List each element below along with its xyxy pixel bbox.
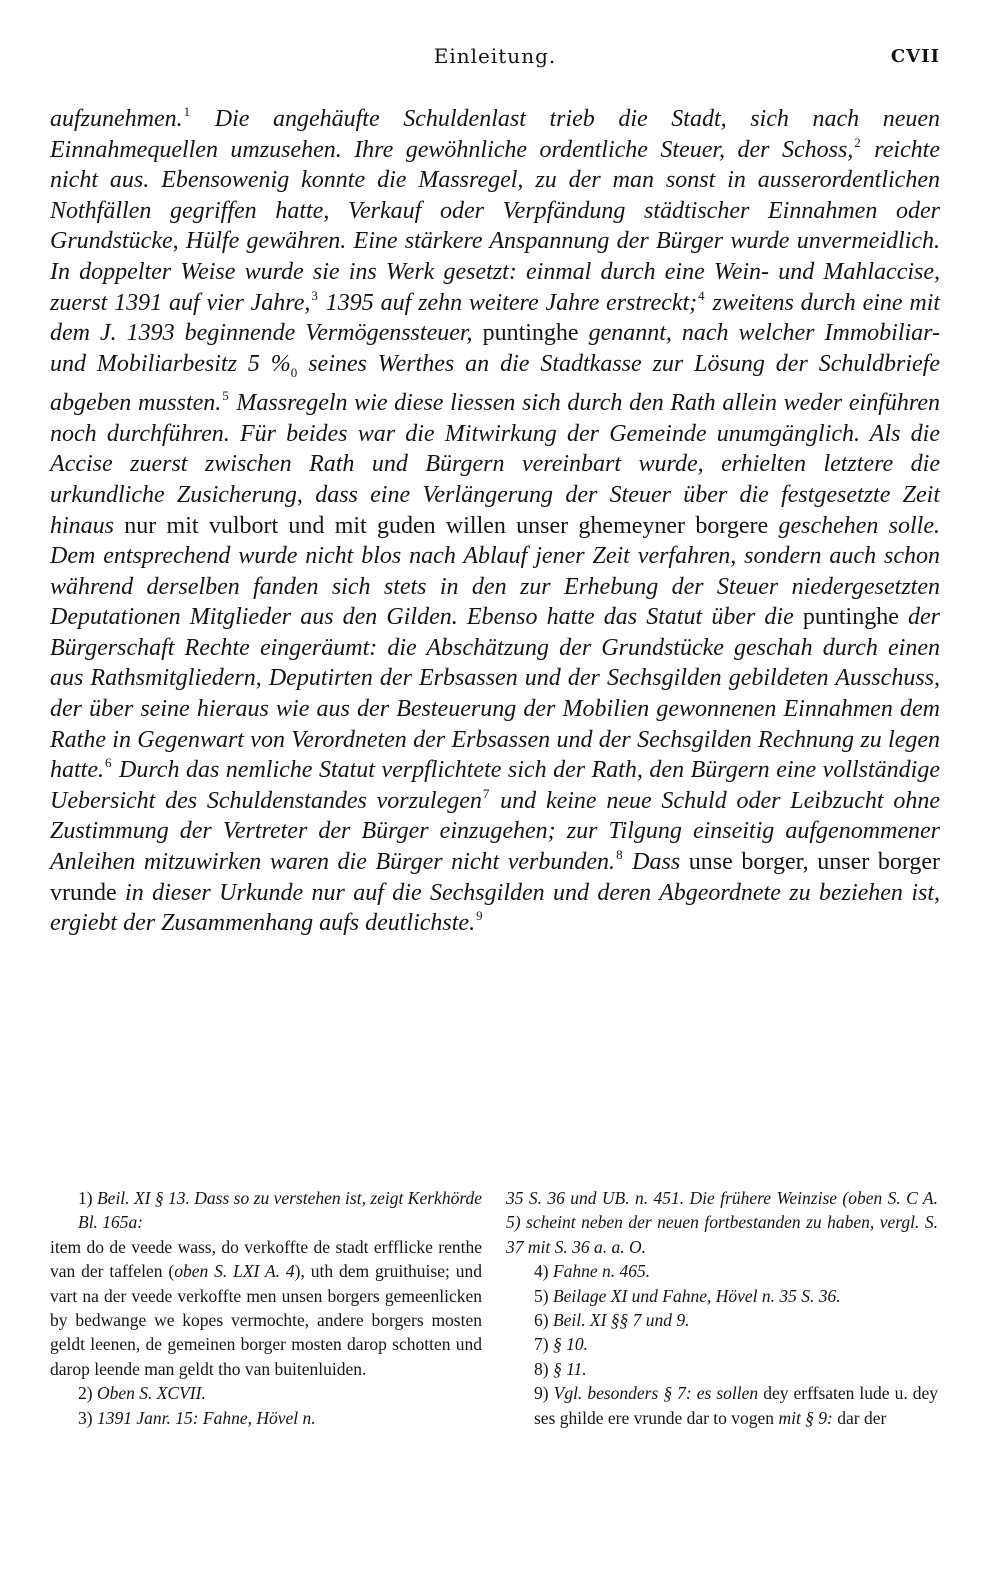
footnote-9: 9) Vgl. besonders § 7: es sollen dey erffsaten lude u. dey ses ghilde ere vrunde dar to vogen mit § 9: dar der <box>534 1383 939 1428</box>
running-title: Einleitung. <box>433 44 557 68</box>
footnote-3: 3) 1391 Janr. 15: Fahne, Hövel n. <box>78 1407 316 1428</box>
footnotes <box>50 1186 940 1516</box>
footnote-ref-7[interactable]: 7 <box>482 785 490 801</box>
main-paragraph: aufzunehmen.$^1$ Die angehäufte Schuldenlast trieb die Stadt, sich nach neuen Einnahmequellen umzusehen. Ihre gewöhnliche ordentliche Steuer, der Schoss,$^2$ reichte nicht aus. Ebensowenig konnte die Massregel, zu der man sonst in ausserordentlichen Nothfällen gegriffen hatte, Verkauf oder Verpfändung städtischer Einnahmen oder Grundstücke, Hülfe gewähren. Eine stärkere Anspannung der Bürger wurde unvermeidlich. In doppelter Weise wurde sie ins Werk gesetzt: einmal durch eine Wein- und Mahlaccise, zuerst 1391 auf vier Jahre,$^3$ 1395 auf zehn weitere Jahre erstreckt;$^4$ zweitens durch eine mit dem J. 1393 beginnende Vermögenssteuer, puntinghe genannt, nach welcher Immobiliar- und Mobiliarbesitz 5 $\%_0$ seines Werthes an die Stadtkasse zur Lösung der Schuldbriefe abgeben mussten.$^5$ Massregeln wie diese liessen sich durch den Rath allein weder einführen noch durchführen. Für beides war die Mitwirkung der Gemeinde unumgänglich. Als die Accise zuerst zwischen Rath und Bürgern vereinbart wurde, erhielten letztere die urkundliche Zusicherung, dass eine Verlängerung der Steuer über die festgesetzte Zeit hinaus nur mit vulbort und mit guden willen unser ghemeyner borgere geschehen solle. Dem entsprechend wurde nicht blos nach Ablauf jener Zeit verfahren, sondern auch schon während derselben fanden sich stets in den zur Erhebung der Steuer niedergesetzten Deputationen Mitglieder aus den Gilden. Ebenso hatte das Statut über die puntinghe der Bürgerschaft Rechte eingeräumt: die Abschätzung der Grundstücke geschah durch einen aus Rathsmitgliedern, Deputirten der Erbsassen und der Sechsgilden gebildeten Ausschuss, der über seine hieraus wie aus der Besteuerung der Mobilien gewonnenen Einnahmen dem Rathe in Gegenwart von Verordneten der Erbsassen und der Sechsgilden Rechnung zu legen hatte.$^6$ Durch das nemliche Statut verpflichtete sich der Rath, den Bürgern eine vollständige Uebersicht des Schuldenstandes vorzulegen$^7$ und keine neue Schuld oder Leibzucht ohne Zustimmung der Vertreter der Bürger einzugehen; zur Tilgung einseitig aufgenommener Anleihen mitzuwirken waren die Bürger nicht verbunden.$^8$ Dass unse borger, unser borger vrunde in dieser Urkunde nur auf die Sechsgilden und deren Abgeordnete zu beziehen ist, ergiebt der Zusammenhang aufs deutlichste.$^9$ <box>50 104 941 937</box>
footnote-column-right <box>506 1186 938 1430</box>
quoted-term: puntinghe <box>802 604 899 631</box>
quoted-term: puntinghe <box>482 320 579 347</box>
footnote-column-left <box>50 1186 482 1430</box>
footnote-ref-2[interactable]: 2 <box>854 134 861 150</box>
running-header <box>50 44 940 84</box>
footnote-3-continued: 35 S. 36 und UB. n. 451. Die frühere Weinzise (oben S. C A. 5) scheint neben der neuen fortbestanden zu haben, vergl. S. 37 mit S. 36 a. a. O. <box>506 1188 938 1257</box>
footnote-ref-4[interactable]: 4 <box>698 287 705 303</box>
footnote-2: 2) Oben S. XCVII. <box>78 1383 206 1404</box>
footnote-ref-5[interactable]: 5 <box>222 388 229 404</box>
quoted-term: unse borger, unser borger vrunde <box>50 849 941 906</box>
footnote-ref-9[interactable]: 9 <box>476 908 483 924</box>
footnote-7: 7) § 10. <box>534 1334 588 1355</box>
footnote-6: 6) Beil. XI §§ 7 und 9. <box>534 1310 690 1331</box>
page-number: CVII <box>890 46 940 67</box>
footnote-1-quote: item do de veede wass, do verkoffte de stadt erfflicke renthe van der taffelen (oben S. LXI A. 4), uth dem gruithuise; und vart na der veede verkoffte men unsen borgers gemeenlicken by bedwange we kopes vermochte, andere borgers mosten geldt leenen, de gemeinen borger mosten darop schotten und darop leende man geldt tho van buitenluiden. <box>50 1236 482 1379</box>
quoted-term: nur mit vulbort und mit guden willen unser ghemeyner borgere <box>124 512 769 539</box>
footnote-5: 5) Beilage XI und Fahne, Hövel n. 35 S. 36. <box>534 1285 841 1306</box>
footnote-ref-8[interactable]: 8 <box>616 847 623 863</box>
footnote-ref-3[interactable]: 3 <box>311 287 318 303</box>
footnote-ref-1[interactable]: 1 <box>183 104 191 119</box>
footnote-ref-6[interactable]: 6 <box>105 755 112 771</box>
footnote-4: 4) Fahne n. 465. <box>534 1261 651 1282</box>
main-text <box>50 104 940 939</box>
footnote-1: 1) Beil. XI § 13. Dass so zu verstehen ist, zeigt Kerkhörde Bl. 165a: <box>78 1188 482 1233</box>
footnote-8: 8) § 11. <box>534 1358 587 1379</box>
